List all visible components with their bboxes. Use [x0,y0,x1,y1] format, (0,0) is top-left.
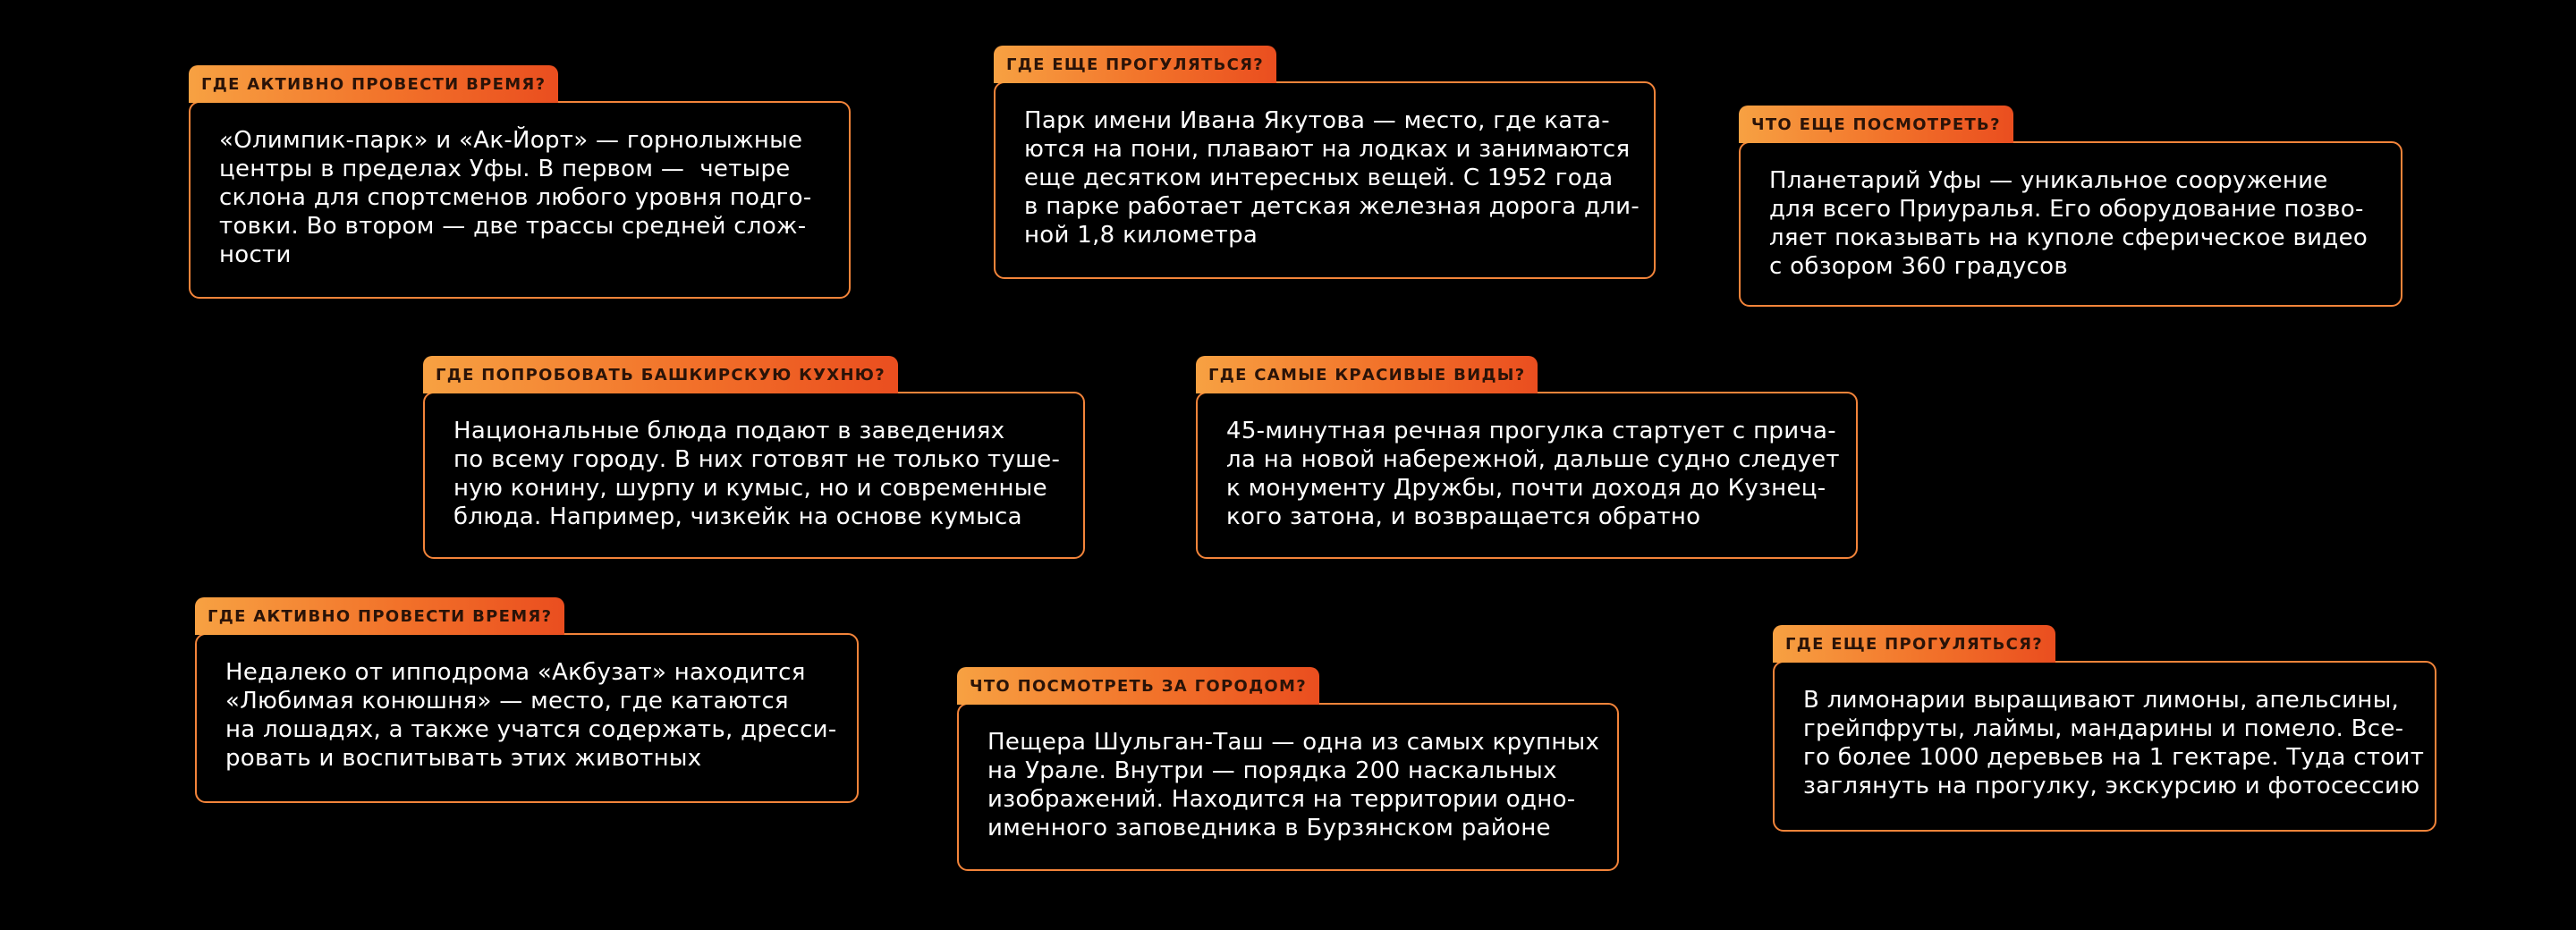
card-heading: ГДЕ ЕЩЕ ПРОГУЛЯТЬСЯ? [994,46,1276,83]
card-heading: ГДЕ САМЫЕ КРАСИВЫЕ ВИДЫ? [1196,356,1538,393]
card-text-line: «Любимая конюшня» — место, где катаются [225,688,789,714]
card-text-line: ровать и воспитывать этих животных [225,745,702,772]
card-text-line: изображений. Находится на территории одно- [987,786,1576,813]
card-text-line: Планетарий Уфы — уникальное сооружение [1769,167,2328,194]
card-text-line: «Олимпик-парк» и «Ак-Йорт» — горнолыжные [219,127,803,154]
card-text-line: для всего Приуралья. Его оборудование позво- [1769,196,2364,223]
card-outside-city-cave [957,667,1619,871]
card-text-line: ляет показывать на куполе сферическое видео [1769,224,2368,251]
card-text-line: блюда. Например, чизкейк на основе кумыса [453,503,1022,530]
card-text-line: Национальные блюда подают в заведениях [453,418,1005,444]
card-see-planetarium [1739,106,2402,307]
card-text-line: по всему городу. В них готовят не только туше- [453,446,1061,473]
card-text-line: Недалеко от ипподрома «Акбузат» находится [225,659,806,686]
card-text-line: склона для спортсменов любого уровня подго- [219,184,812,211]
card-text-line: ности [219,241,292,268]
card-text-line: го более 1000 деревьев на 1 гектаре. Туда стоит [1803,744,2425,771]
card-walk-yakutov-park [994,46,1656,279]
card-heading: ЧТО ЕЩЕ ПОСМОТРЕТЬ? [1739,106,2013,143]
card-text-line: в парке работает детская железная дорога дли- [1024,193,1640,220]
card-text-line: В лимонарии выращивают лимоны, апельсины, [1803,687,2400,714]
card-text [1196,392,1858,559]
card-heading: ГДЕ АКТИВНО ПРОВЕСТИ ВРЕМЯ? [195,597,564,635]
card-text-line: к монументу Дружбы, почти доходя до Кузнец- [1226,475,1826,502]
card-active-olympic-park [189,65,851,299]
card-text-line: кого затона, и возвращается обратно [1226,503,1701,530]
card-text-line: с обзором 360 градусов [1769,253,2068,280]
card-text-line: Пещера Шульган-Таш — одна из самых крупных [987,729,1600,756]
card-best-views [1196,356,1858,559]
card-text-line: на Урале. Внутри — порядка 200 наскальных [987,757,1557,784]
card-text [1739,141,2402,307]
card-text-line: именного заповедника в Бурзянском районе [987,815,1551,841]
card-text-line: еще десятком интересных вещей. С 1952 года [1024,165,1614,191]
card-text-line: Парк имени Ивана Якутова — место, где ката- [1024,107,1610,134]
card-text [1773,661,2436,832]
card-text-line: ной 1,8 километра [1024,222,1258,249]
card-text [423,392,1085,559]
card-text-line: товки. Во втором — две трассы средней слож- [219,213,807,240]
card-text-line: на лошадях, а также учатся содержать, дресси- [225,716,837,743]
card-text-line: центры в пределах Уфы. В первом — четыре [219,156,791,182]
card-heading: ЧТО ПОСМОТРЕТЬ ЗА ГОРОДОМ? [957,667,1319,705]
card-text [189,101,851,299]
card-heading: ГДЕ ЕЩЕ ПРОГУЛЯТЬСЯ? [1773,625,2055,663]
card-walk-lemonarium [1773,625,2436,832]
card-text-line: ются на пони, плавают на лодках и занимаются [1024,136,1631,163]
card-text-line: ную конину, шурпу и кумыс, но и современные [453,475,1047,502]
card-heading: ГДЕ АКТИВНО ПРОВЕСТИ ВРЕМЯ? [189,65,558,103]
card-text-line: грейпфруты, лаймы, мандарины и помело. Все- [1803,715,2404,742]
card-text-line: заглянуть на прогулку, экскурсию и фотосессию [1803,773,2420,799]
card-text [195,633,859,803]
card-text [994,81,1656,279]
card-bashkir-cuisine [423,356,1085,559]
card-active-stables [195,597,859,803]
card-heading: ГДЕ ПОПРОБОВАТЬ БАШКИРСКУЮ КУХНЮ? [423,356,898,393]
card-text-line: 45-минутная речная прогулка стартует с прича- [1226,418,1836,444]
card-text [957,703,1619,871]
card-text-line: ла на новой набережной, дальше судно следует [1226,446,1840,473]
